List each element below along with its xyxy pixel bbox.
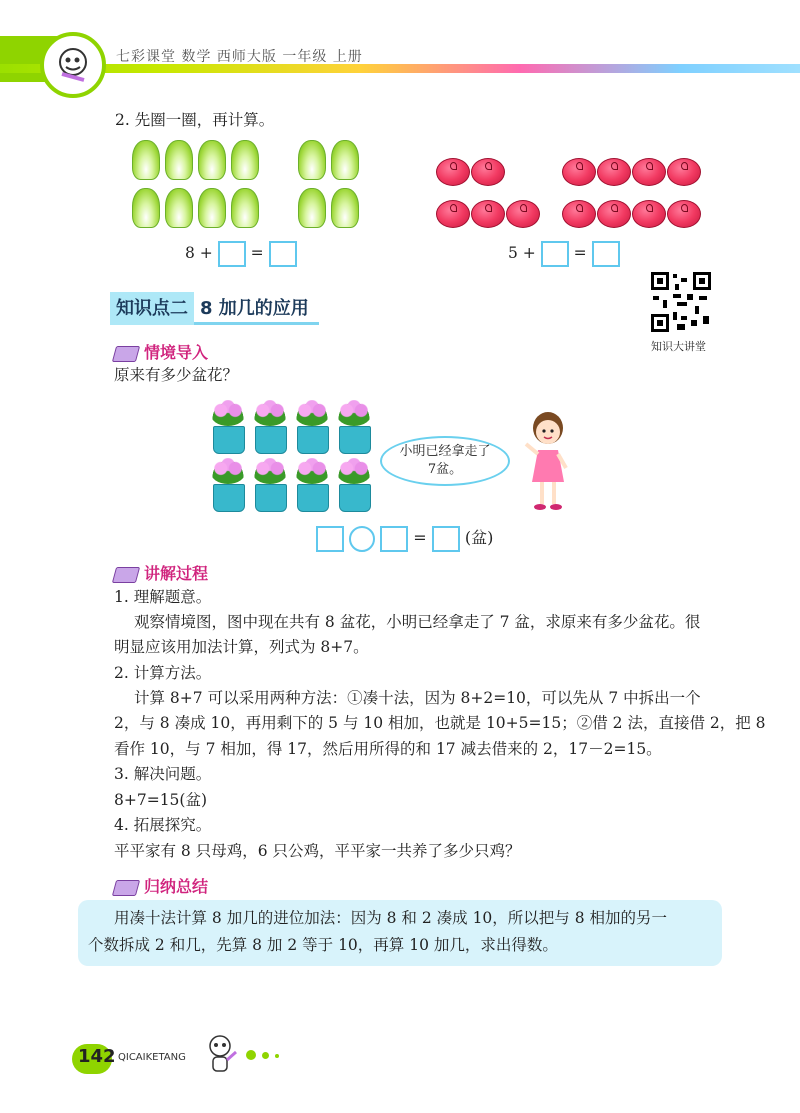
cabbage (298, 140, 326, 180)
cabbage (132, 188, 160, 228)
scenario-question: 原来有多少盆花？ (114, 366, 239, 384)
section-summary-heading (114, 874, 208, 897)
cabbage (231, 188, 259, 228)
scenario-equation (316, 525, 493, 552)
qr-code-icon (651, 272, 711, 332)
flower-pot (294, 400, 330, 454)
header-series-title: 七彩课堂 数学 西师大版 一年级 上册 (116, 49, 363, 65)
flower-pot (294, 458, 330, 512)
apple (471, 158, 505, 186)
flower-pot (252, 458, 288, 512)
apple (597, 158, 631, 186)
flower-pot (252, 400, 288, 454)
explain-line: 1. 理解题意。 (114, 588, 212, 606)
apple (562, 200, 596, 228)
cabbage (231, 140, 259, 180)
girl-illustration (518, 404, 578, 514)
footer-mascot (200, 1030, 240, 1080)
equation-prefix: 5 + (508, 244, 536, 262)
apple (597, 200, 631, 228)
exercise-title: 2. 先圈一圈，再计算。 (115, 111, 275, 129)
mascot-logo (40, 32, 106, 98)
cabbage (298, 188, 326, 228)
flower-pots (210, 400, 370, 520)
footer-dot (262, 1052, 269, 1059)
answer-box[interactable] (432, 526, 460, 552)
cabbage (331, 188, 359, 228)
page-number: 142 (78, 1046, 116, 1067)
flower-pot (336, 400, 372, 454)
cabbage (132, 140, 160, 180)
answer-box[interactable] (380, 526, 408, 552)
explain-line: 平平家有 8 只母鸡，6 只公鸡，平平家一共养了多少只鸡？ (114, 842, 521, 860)
flower-pot (210, 458, 246, 512)
explain-line: 4. 拓展探究。 (114, 816, 212, 834)
apple (667, 200, 701, 228)
cabbage (165, 140, 193, 180)
mascot-icon (44, 36, 102, 94)
explain-line: 3. 解决问题。 (114, 765, 212, 783)
speech-text: 小明已经拿走了7盆。 (399, 443, 491, 477)
equation-prefix: 8 + (185, 244, 213, 262)
girl-icon (518, 404, 578, 514)
explain-line: 8+7=15(盆) (114, 791, 208, 809)
section-scenario-heading (114, 340, 208, 363)
answer-box[interactable] (541, 241, 569, 267)
flower-pot (210, 400, 246, 454)
summary-box (78, 900, 722, 966)
cabbage (165, 188, 193, 228)
apple (506, 200, 540, 228)
explain-line: 看作 10，与 7 相加，得 17，然后用所得的和 17 减去借来的 2，17－2=15。 (114, 740, 662, 758)
answer-box[interactable] (269, 241, 297, 267)
mascot-icon (200, 1030, 240, 1080)
footer-dot (275, 1054, 279, 1058)
cabbage-group (132, 140, 362, 240)
explain-line: 明显应该用加法计算，列式为 8+7。 (114, 638, 369, 656)
flower-pot (336, 458, 372, 512)
apple (667, 158, 701, 186)
equals-sign: = (573, 244, 587, 262)
explain-line: 2，与 8 凑成 10，再用剩下的 5 与 10 相加，也就是 10+5=15；②借 2 法，直接借 2，把 8 (114, 714, 766, 732)
speech-bubble (380, 436, 510, 486)
apple (471, 200, 505, 228)
equals-sign: = (413, 528, 427, 547)
apple (562, 158, 596, 186)
answer-box[interactable] (592, 241, 620, 267)
book-icon (112, 346, 140, 362)
knowledge-point-title: 8 加几的应用 (194, 292, 319, 325)
book-icon (112, 567, 140, 583)
section-explain-heading (114, 561, 208, 584)
summary-line: 用凑十法计算 8 加几的进位加法：因为 8 和 2 凑成 10，所以把与 8 相加的另一 (114, 909, 668, 927)
section-title: 归纳总结 (144, 877, 209, 896)
qr-code[interactable] (651, 272, 711, 332)
knowledge-point-label: 知识点二 (110, 292, 194, 325)
cabbage (198, 140, 226, 180)
explain-line: 观察情境图，图中现在共有 8 盆花，小明已经拿走了 7 盆，求原来有多少盆花。很 (134, 613, 701, 631)
cabbage (198, 188, 226, 228)
answer-box[interactable] (218, 241, 246, 267)
equals-sign: = (250, 244, 264, 262)
cabbage (331, 140, 359, 180)
explain-line: 2. 计算方法。 (114, 664, 212, 682)
footer-brand: QICAIKETANG (118, 1052, 186, 1063)
qr-caption: 知识大讲堂 (651, 340, 706, 353)
apple (632, 200, 666, 228)
book-icon (112, 880, 140, 896)
apple (436, 158, 470, 186)
operator-circle[interactable] (349, 526, 375, 552)
section-title: 情境导入 (144, 343, 209, 362)
knowledge-point-heading (110, 292, 319, 325)
unit-label: (盆) (464, 528, 494, 547)
apple-group (436, 158, 696, 230)
section-title: 讲解过程 (144, 564, 209, 583)
footer-dot (246, 1050, 256, 1060)
summary-line: 个数拆成 2 和几，先算 8 加 2 等于 10，再算 10 加几，求出得数。 (88, 936, 558, 954)
answer-box[interactable] (316, 526, 344, 552)
apple (436, 200, 470, 228)
explain-line: 计算 8+7 可以采用两种方法：①凑十法，因为 8+2=10，可以先从 7 中拆出一个 (134, 689, 701, 707)
cabbage-equation (185, 241, 297, 267)
apple (632, 158, 666, 186)
apple-equation (508, 241, 620, 267)
